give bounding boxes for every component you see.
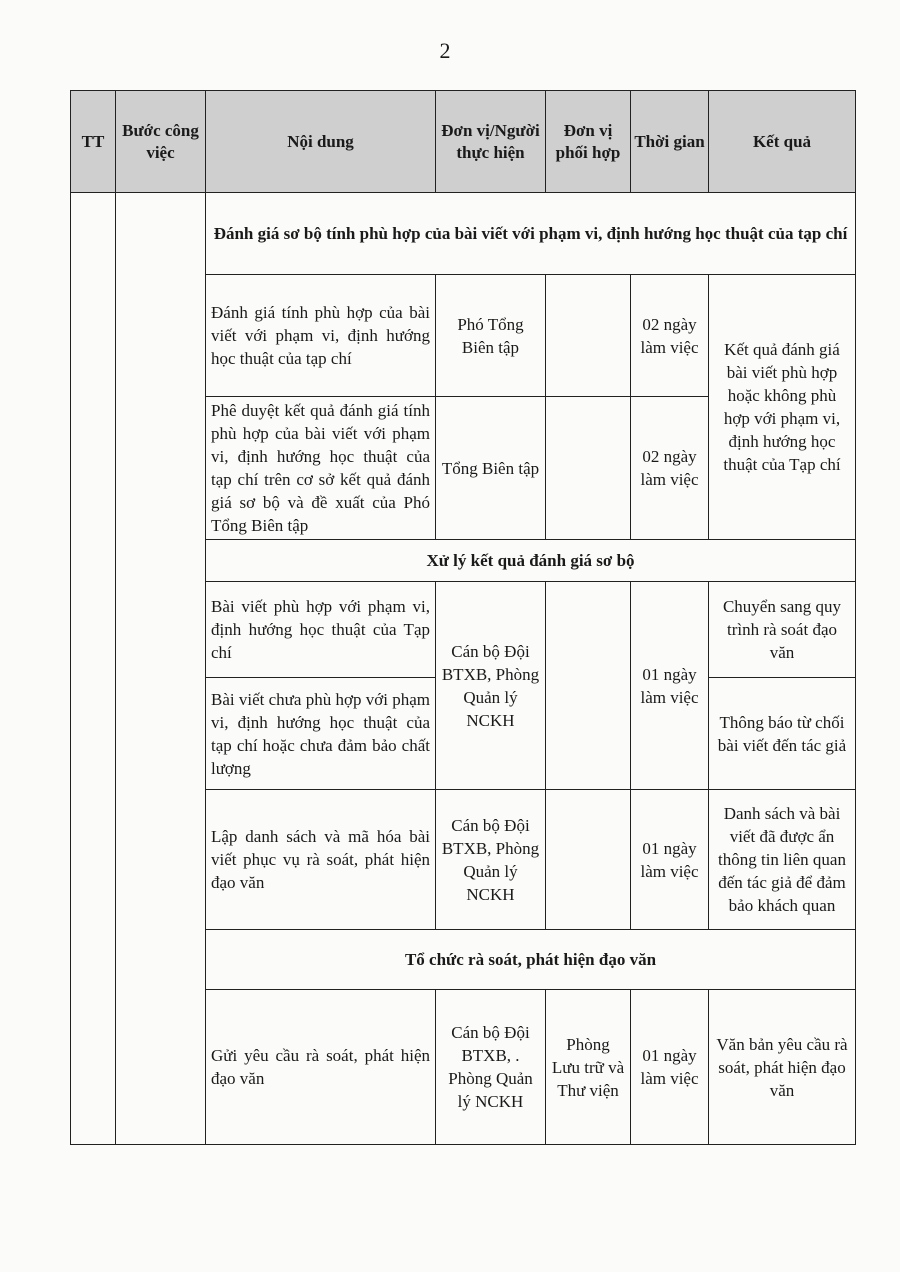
page-number: 2 <box>439 38 451 63</box>
row5-time: 01 ngày làm việc <box>631 790 709 930</box>
section-title-3: Tổ chức rà soát, phát hiện đạo văn <box>206 930 856 990</box>
row6-executor: Cán bộ Đội BTXB, . Phòng Quản lý NCKH <box>436 990 546 1145</box>
row1-time: 02 ngày làm việc <box>631 275 709 397</box>
procedure-table <box>70 90 856 1145</box>
row6-content: Gửi yêu cầu rà soát, phát hiện đạo văn <box>206 990 436 1145</box>
table-header-row <box>71 91 856 193</box>
row6-time: 01 ngày làm việc <box>631 990 709 1145</box>
section-title-1: Đánh giá sơ bộ tính phù hợp của bài viết với phạm vi, định hướng học thuật của tạp chí <box>206 193 856 275</box>
row2-executor: Tổng Biên tập <box>436 397 546 540</box>
header-noi-dung: Nội dung <box>206 91 436 193</box>
row34-coordinator <box>546 582 631 790</box>
row1-executor: Phó Tổng Biên tập <box>436 275 546 397</box>
row3-content: Bài viết phù hợp với phạm vi, định hướng học thuật của Tạp chí <box>206 582 436 678</box>
row5-executor: Cán bộ Đội BTXB, Phòng Quản lý NCKH <box>436 790 546 930</box>
row6-coordinator: Phòng Lưu trữ và Thư viện <box>546 990 631 1145</box>
row3-result: Chuyển sang quy trình rà soát đạo văn <box>709 582 856 678</box>
row4-result: Thông báo từ chối bài viết đến tác giả <box>709 678 856 790</box>
row5-coordinator <box>546 790 631 930</box>
header-tt: TT <box>71 91 116 193</box>
row4-content: Bài viết chưa phù hợp với phạm vi, định hướng học thuật của tạp chí hoặc chưa đảm bảo chất lượng <box>206 678 436 790</box>
row6-result: Văn bản yêu cầu rà soát, phát hiện đạo văn <box>709 990 856 1145</box>
step-cell <box>116 193 206 1145</box>
section-title-2: Xử lý kết quả đánh giá sơ bộ <box>206 540 856 582</box>
header-don-vi-thuc-hien: Đơn vị/Người thực hiện <box>436 91 546 193</box>
row1-coordinator <box>546 275 631 397</box>
header-thoi-gian: Thời gian <box>631 91 709 193</box>
row5-result: Danh sách và bài viết đã được ẩn thông tin liên quan đến tác giả để đảm bảo khách quan <box>709 790 856 930</box>
header-ket-qua: Kết quả <box>709 91 856 193</box>
row12-result: Kết quả đánh giá bài viết phù hợp hoặc không phù hợp với phạm vi, định hướng học thuật của Tạp chí <box>709 275 856 540</box>
row34-executor: Cán bộ Đội BTXB, Phòng Quản lý NCKH <box>436 582 546 790</box>
row5-content: Lập danh sách và mã hóa bài viết phục vụ rà soát, phát hiện đạo văn <box>206 790 436 930</box>
row2-time: 02 ngày làm việc <box>631 397 709 540</box>
row1-content: Đánh giá tính phù hợp của bài viết với phạm vi, định hướng học thuật của tạp chí <box>206 275 436 397</box>
header-don-vi-phoi-hop: Đơn vị phối hợp <box>546 91 631 193</box>
tt-cell <box>71 193 116 1145</box>
row34-time: 01 ngày làm việc <box>631 582 709 790</box>
row2-content: Phê duyệt kết quả đánh giá tính phù hợp của bài viết với phạm vi, định hướng học thuật của tạp chí trên cơ sở kết quả đánh giá sơ bộ và đề xuất của Phó Tổng Biên tập <box>206 397 436 540</box>
row2-coordinator <box>546 397 631 540</box>
header-buoc-cong-viec: Bước công việc <box>116 91 206 193</box>
section-row <box>71 193 856 275</box>
